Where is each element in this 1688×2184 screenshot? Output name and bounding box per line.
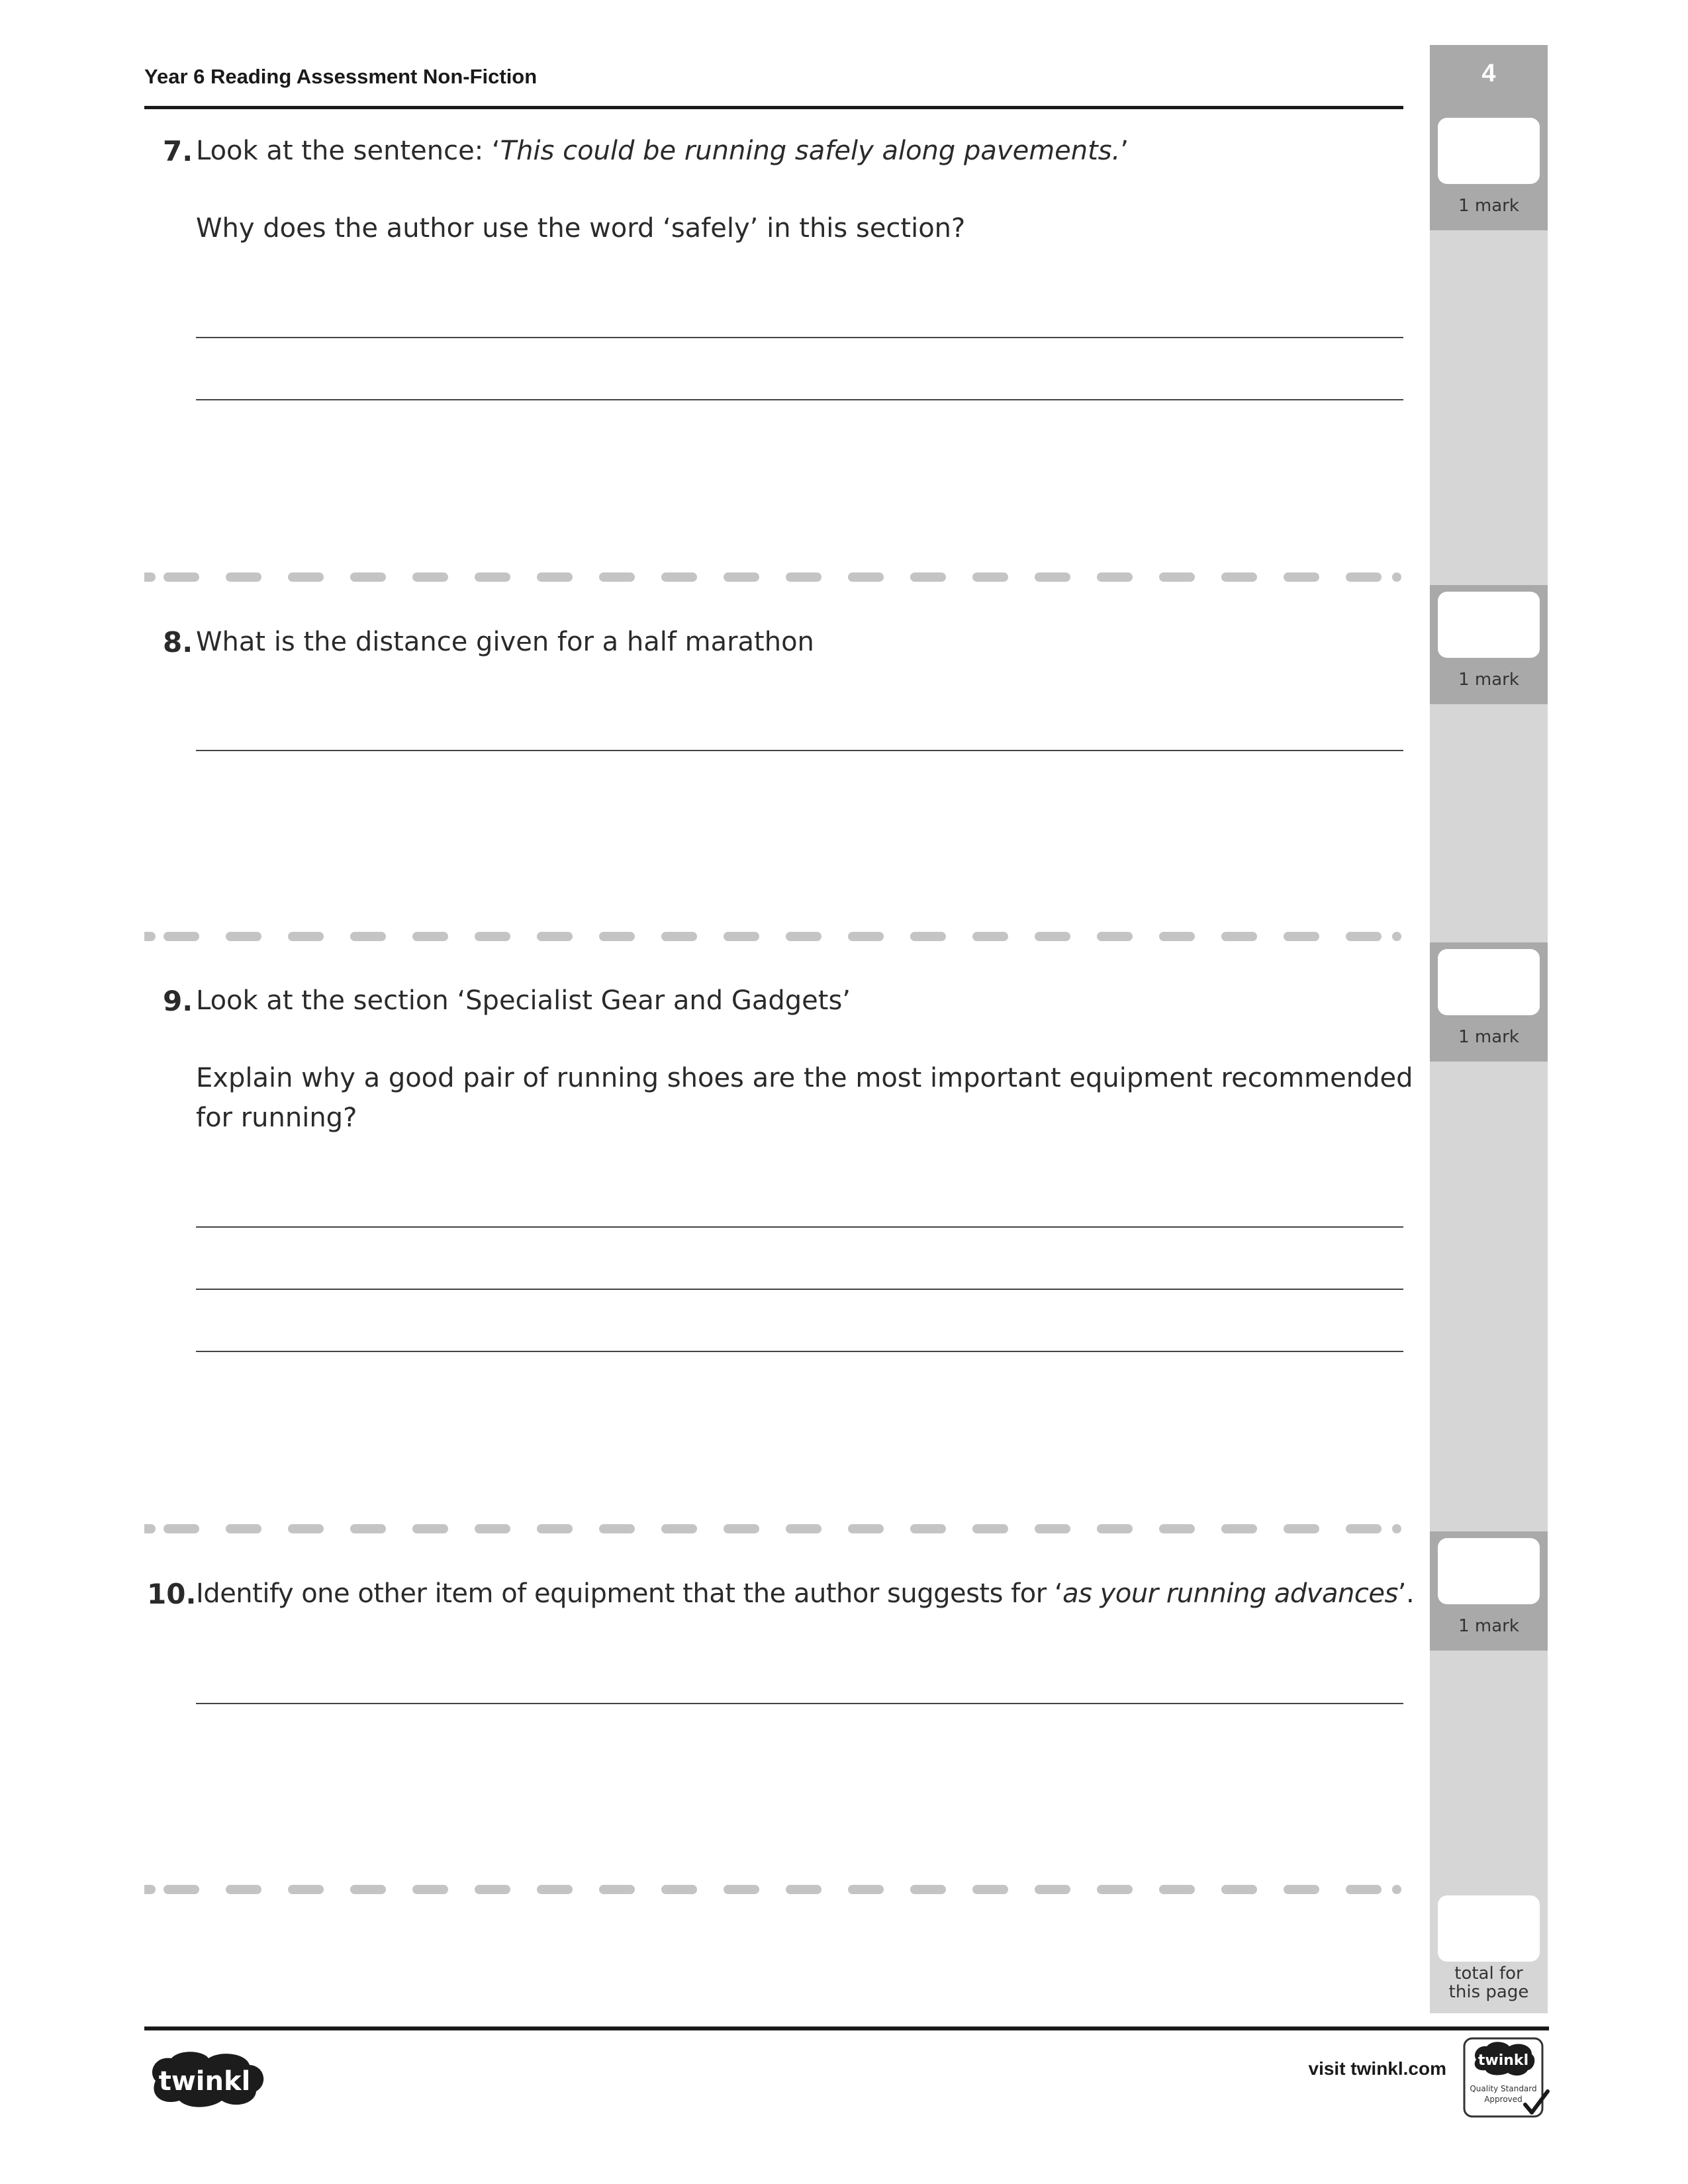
question-10-text: Identify one other item of equipment that the author suggests for ‘as your running advances’. <box>196 1578 1415 1609</box>
answer-line-q9-1[interactable] <box>196 1226 1403 1228</box>
question-7-number: 7. <box>163 135 193 167</box>
svg-text:Quality Standard: Quality Standard <box>1470 2084 1537 2093</box>
answer-line-q8-1[interactable] <box>196 750 1403 751</box>
question-9-prompt-line1: Explain why a good pair of running shoes are the most important equipment recommended <box>196 1063 1413 1093</box>
footer-divider <box>144 2026 1549 2030</box>
twinkl-logo <box>142 2046 268 2110</box>
total-label-line2: this page <box>1448 1982 1529 2002</box>
svg-text:Approved: Approved <box>1484 2095 1523 2104</box>
question-9-text: Look at the section ‘Specialist Gear and Gadgets’ <box>196 985 851 1016</box>
question-8-number: 8. <box>163 626 193 659</box>
mark-label-q7: 1 mark <box>1458 196 1519 216</box>
answer-line-q7-2[interactable] <box>196 399 1403 400</box>
section-divider-1 <box>144 570 1403 584</box>
section-divider-3 <box>144 1522 1403 1535</box>
answer-line-q10-1[interactable] <box>196 1703 1403 1704</box>
total-label-line1: total for <box>1454 1964 1523 1983</box>
mark-box-q9[interactable] <box>1438 949 1540 1015</box>
svg-text:twinkl: twinkl <box>1477 2052 1529 2069</box>
page-number: 4 <box>1481 60 1496 87</box>
visit-link[interactable]: visit twinkl.com <box>1308 2058 1446 2079</box>
mark-label-q10: 1 mark <box>1458 1616 1519 1636</box>
header-divider <box>144 106 1403 109</box>
answer-line-q7-1[interactable] <box>196 337 1403 338</box>
mark-box-q7[interactable] <box>1438 118 1540 184</box>
question-9-prompt-line2: for running? <box>196 1103 357 1133</box>
question-7-text: Look at the sentence: ‘This could be running safely along pavements.’ <box>196 136 1129 166</box>
mark-label-q9: 1 mark <box>1458 1027 1519 1047</box>
mark-box-q10[interactable] <box>1438 1538 1540 1604</box>
mark-box-q8[interactable] <box>1438 592 1540 658</box>
mark-label-q8: 1 mark <box>1458 670 1519 690</box>
document-title: Year 6 Reading Assessment Non-Fiction <box>144 65 538 88</box>
answer-line-q9-2[interactable] <box>196 1289 1403 1290</box>
total-box[interactable] <box>1438 1895 1540 1962</box>
section-divider-2 <box>144 930 1403 943</box>
answer-line-q9-3[interactable] <box>196 1351 1403 1352</box>
question-7-prompt: Why does the author use the word ‘safely’ in this section? <box>196 213 966 244</box>
question-8-text: What is the distance given for a half marathon <box>196 627 814 657</box>
question-9-number: 9. <box>163 985 193 1017</box>
section-divider-4 <box>144 1883 1403 1896</box>
question-10-number: 10. <box>147 1578 197 1610</box>
quality-badge <box>1462 2036 1552 2120</box>
svg-text:twinkl: twinkl <box>158 2066 251 2097</box>
